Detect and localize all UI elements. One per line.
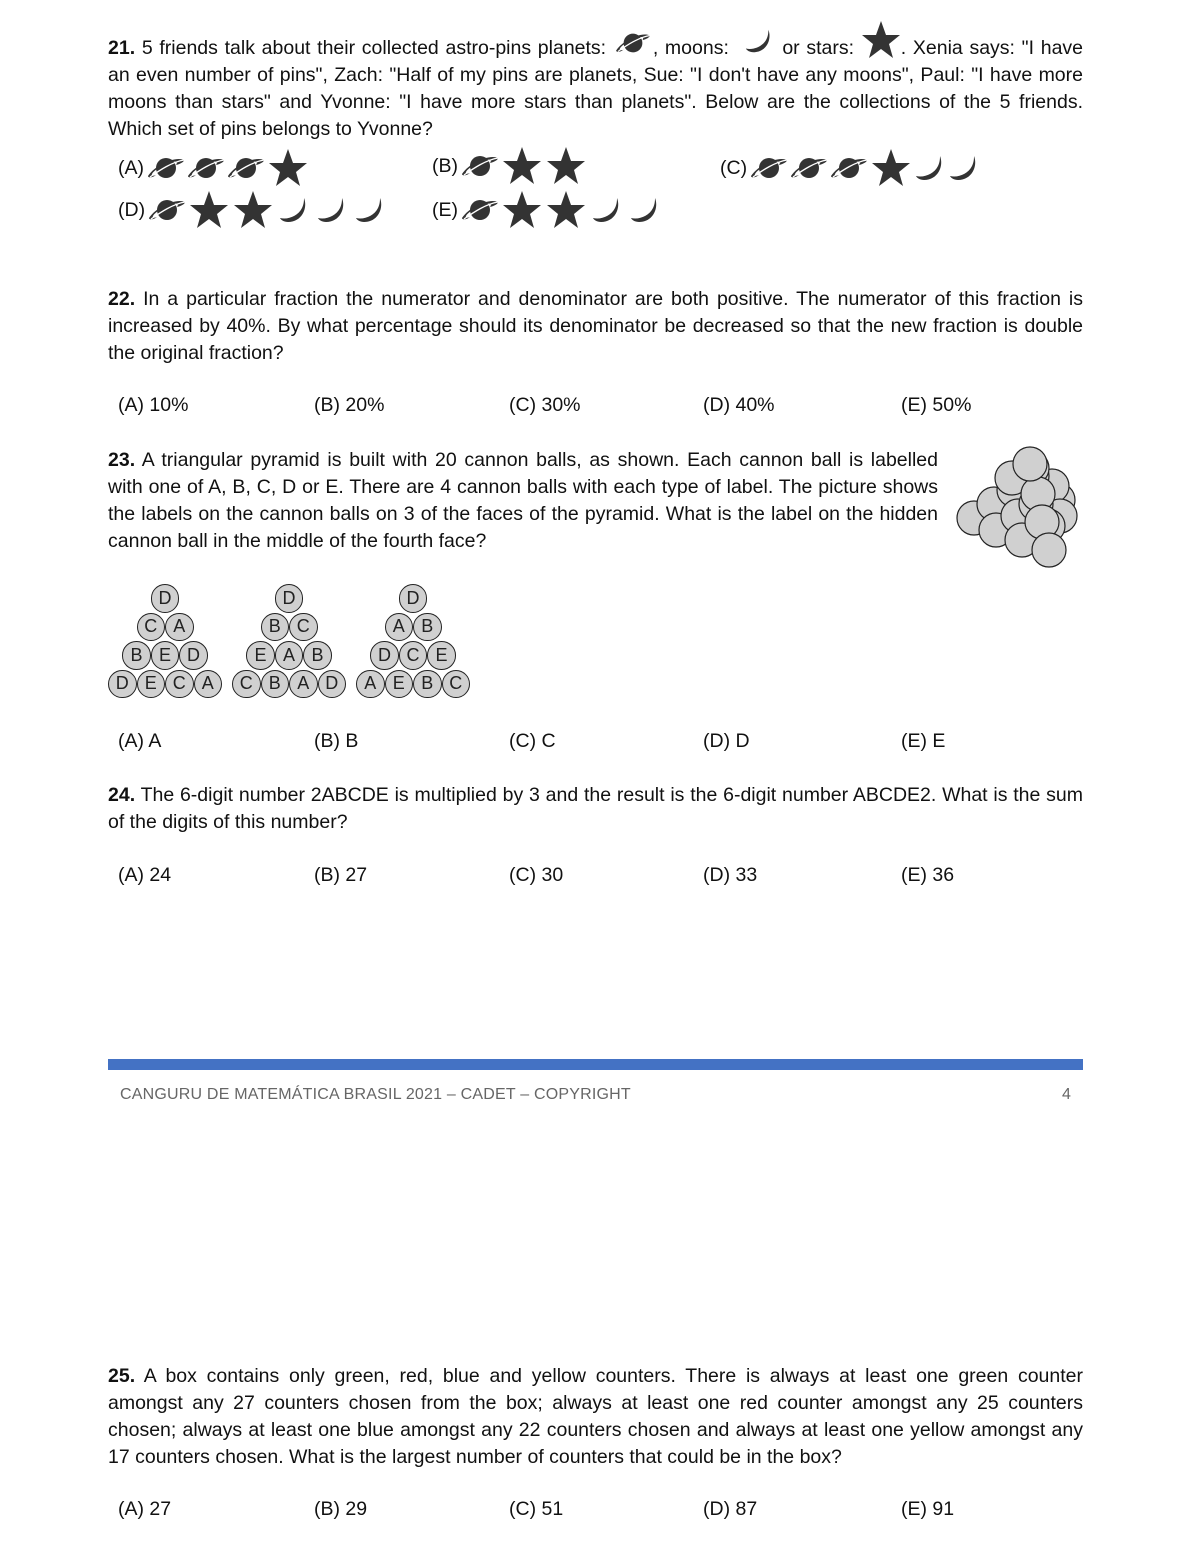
cannon-ball-label: E — [435, 644, 448, 665]
option-e[interactable]: (E) 36 — [901, 864, 955, 886]
planet-icon — [460, 150, 500, 182]
cannon-ball-label: B — [421, 616, 434, 637]
cannon-ball-label: C — [144, 616, 158, 637]
cannon-ball — [356, 670, 385, 699]
star-icon — [544, 190, 588, 230]
cannon-ball-label: B — [268, 616, 281, 637]
cannon-ball — [261, 613, 290, 642]
planet-icon — [226, 152, 266, 184]
question-24 — [108, 782, 1083, 836]
option-d[interactable]: (D) 40% — [703, 394, 775, 416]
cannon-ball-label: C — [406, 644, 420, 665]
option-c[interactable]: (C) 51 — [509, 1498, 564, 1520]
question-number: 25. — [108, 1365, 136, 1387]
cannon-ball-label: A — [392, 616, 405, 637]
cannon-ball-label: B — [130, 644, 143, 665]
cannon-ball — [151, 584, 180, 613]
star-icon — [500, 190, 544, 230]
cannon-ball-label: A — [297, 673, 310, 694]
cannon-ball — [165, 670, 194, 699]
planet-icon — [749, 152, 789, 184]
cannon-ball — [246, 641, 275, 670]
cannon-ball-label: C — [296, 616, 310, 637]
question-23 — [108, 447, 938, 555]
question-21 — [108, 20, 1083, 143]
question-25 — [108, 1363, 1083, 1471]
question-text: The 6-digit number 2ABCDE is multiplied by 3 and the result is the 6-digit number ABCDE2. What is the sum of the digits of this number? — [108, 784, 1084, 833]
question-text: , moons: — [652, 37, 729, 59]
question-number: 22. — [108, 288, 136, 310]
option-label: (B) — [432, 154, 458, 177]
option-label: (E) — [432, 198, 458, 221]
cannon-ball — [318, 670, 347, 699]
option-d[interactable]: (D) 33 — [703, 864, 758, 886]
cannon-ball — [165, 613, 194, 642]
question-number: 23. — [108, 449, 136, 471]
cannon-ball-label: A — [282, 644, 295, 665]
footer-divider — [108, 1059, 1083, 1070]
cannon-ball-label: A — [364, 673, 377, 694]
cannon-ball-label: D — [406, 587, 420, 608]
cannon-ball-label: D — [158, 587, 172, 608]
cannon-ball-label: C — [172, 673, 186, 694]
moon-icon — [275, 194, 313, 226]
question-text: A box contains only green, red, blue and yellow counters. There is always at least one green counter amongst any 27 counters chosen from the box; always at least one red counter amongst any 25 counters chosen; always at least one blue amongst any 22 counters chosen and always at least one yellow amongst any 17 counters chosen. What is the largest number of counters that could be in the box? — [108, 1365, 1083, 1468]
cannon-ball — [399, 641, 428, 670]
option-label: (C) — [720, 156, 748, 179]
option-c[interactable]: (C) 30% — [509, 394, 581, 416]
cannon-ball-label: D — [187, 644, 200, 665]
cannon-ball-label: D — [378, 644, 391, 665]
cannon-ball — [385, 670, 414, 699]
star-icon — [266, 148, 310, 188]
cannonball-pyramid-image — [952, 446, 1087, 571]
cannon-ball — [194, 670, 223, 699]
cannon-ball-label: E — [392, 673, 405, 694]
cannon-ball — [427, 641, 456, 670]
planet-icon — [829, 152, 869, 184]
planet-icon — [613, 28, 653, 58]
option-b[interactable]: (B) 27 — [314, 864, 368, 886]
cannon-ball — [275, 584, 304, 613]
pyramid-faces — [108, 584, 498, 702]
option-b[interactable] — [432, 146, 588, 186]
cannon-ball-label: D — [115, 673, 129, 694]
option-c[interactable] — [720, 148, 981, 188]
moon-icon — [913, 152, 947, 184]
cannon-ball — [137, 613, 166, 642]
star-icon — [861, 20, 901, 60]
moon-icon — [588, 194, 626, 226]
question-text: 5 friends talk about their collected astro-pins planets: — [141, 37, 607, 59]
question-number: 24. — [108, 784, 136, 806]
option-c[interactable]: (C) 30 — [509, 864, 564, 886]
cannon-ball-label: C — [239, 673, 253, 694]
star-icon — [544, 146, 588, 186]
moon-icon — [947, 152, 981, 184]
footer-copyright: CANGURU DE MATEMÁTICA BRASIL 2021 – CADET – COPYRIGHT — [120, 1086, 631, 1103]
cannon-ball — [137, 670, 166, 699]
moon-icon — [313, 194, 351, 226]
cannon-ball-label: B — [311, 644, 324, 665]
moon-icon — [351, 194, 389, 226]
option-e[interactable]: (E) E — [901, 730, 946, 752]
star-icon — [869, 148, 913, 188]
cannon-ball-label: B — [421, 673, 434, 694]
cannon-ball-label: A — [173, 616, 186, 637]
planet-icon — [147, 194, 187, 226]
question-text: In a particular fraction the numerator and denominator are both positive. The numerator of this fraction is increased by 40%. By what percentage should its denominator be decreased so that the new fraction is double the original fraction? — [108, 288, 1083, 364]
cannon-ball — [179, 641, 208, 670]
question-22 — [108, 286, 1083, 367]
option-a[interactable] — [118, 148, 310, 188]
option-e[interactable] — [432, 190, 664, 230]
cannon-ball — [385, 613, 414, 642]
cannon-ball-label: E — [254, 644, 267, 665]
cannon-ball — [370, 641, 399, 670]
option-e[interactable]: (E) 91 — [901, 1498, 955, 1520]
cannon-ball — [261, 670, 290, 699]
question-text: . Xenia says: "I have an even number of pins", Zach: "Half of my pins are planets, Sue: "I don't have any moons", Paul: "I have more moons than stars" and Yvonne: "I have more stars than planets". Below are the collections of the 5 friends. Which set of pins belongs to Yvonne? — [108, 37, 1084, 140]
option-b[interactable]: (B) B — [314, 730, 359, 752]
cannon-ball-label: B — [268, 673, 281, 694]
cannon-ball-label: D — [282, 587, 296, 608]
star-icon — [500, 146, 544, 186]
planet-icon — [789, 152, 829, 184]
option-d[interactable]: (D) D — [703, 730, 750, 752]
cannon-ball — [413, 613, 442, 642]
page-number: 4 — [1062, 1086, 1071, 1103]
planet-icon — [146, 152, 186, 184]
cannon-ball-label: E — [158, 644, 171, 665]
option-b[interactable]: (B) 29 — [314, 1498, 368, 1520]
cannon-ball — [413, 670, 442, 699]
cannon-ball-label: C — [449, 673, 463, 694]
option-d[interactable] — [118, 190, 389, 230]
option-label: (D) — [118, 198, 146, 221]
cannon-ball — [289, 613, 318, 642]
option-a[interactable]: (A) A — [118, 730, 162, 752]
cannon-ball — [399, 584, 428, 613]
option-a[interactable]: (A) 27 — [118, 1498, 172, 1520]
option-c[interactable]: (C) C — [509, 730, 556, 752]
cannon-ball — [122, 641, 151, 670]
moon-icon — [626, 194, 664, 226]
question-text: A triangular pyramid is built with 20 cannon balls, as shown. Each cannon ball is labelled with one of A, B, C, D or E. There are 4 cannon balls with each type of label. The picture shows the labels on the cannon balls on 3 of the faces of the pyramid. What is the label on the hidden cannon ball in the middle of the fourth face? — [108, 449, 938, 552]
star-icon — [231, 190, 275, 230]
cannon-ball-label: D — [325, 673, 339, 694]
option-b[interactable]: (B) 20% — [314, 394, 385, 416]
option-a[interactable]: (A) 24 — [118, 864, 172, 886]
option-d[interactable]: (D) 87 — [703, 1498, 758, 1520]
cannon-ball — [108, 670, 137, 699]
cannon-ball — [151, 641, 180, 670]
cannon-ball — [289, 670, 318, 699]
cannon-ball-label: A — [201, 673, 214, 694]
option-a[interactable]: (A) 10% — [118, 394, 189, 416]
cannon-ball — [232, 670, 261, 699]
option-e[interactable]: (E) 50% — [901, 394, 972, 416]
cannon-ball — [275, 641, 304, 670]
question-text: or stars: — [782, 37, 855, 59]
option-label: (A) — [118, 156, 144, 179]
planet-icon — [460, 194, 500, 226]
cannon-ball — [303, 641, 332, 670]
planet-icon — [186, 152, 226, 184]
cannon-ball-label: E — [144, 673, 157, 694]
moon-icon — [742, 26, 776, 56]
question-number: 21. — [108, 37, 136, 59]
star-icon — [187, 190, 231, 230]
cannon-ball — [442, 670, 471, 699]
